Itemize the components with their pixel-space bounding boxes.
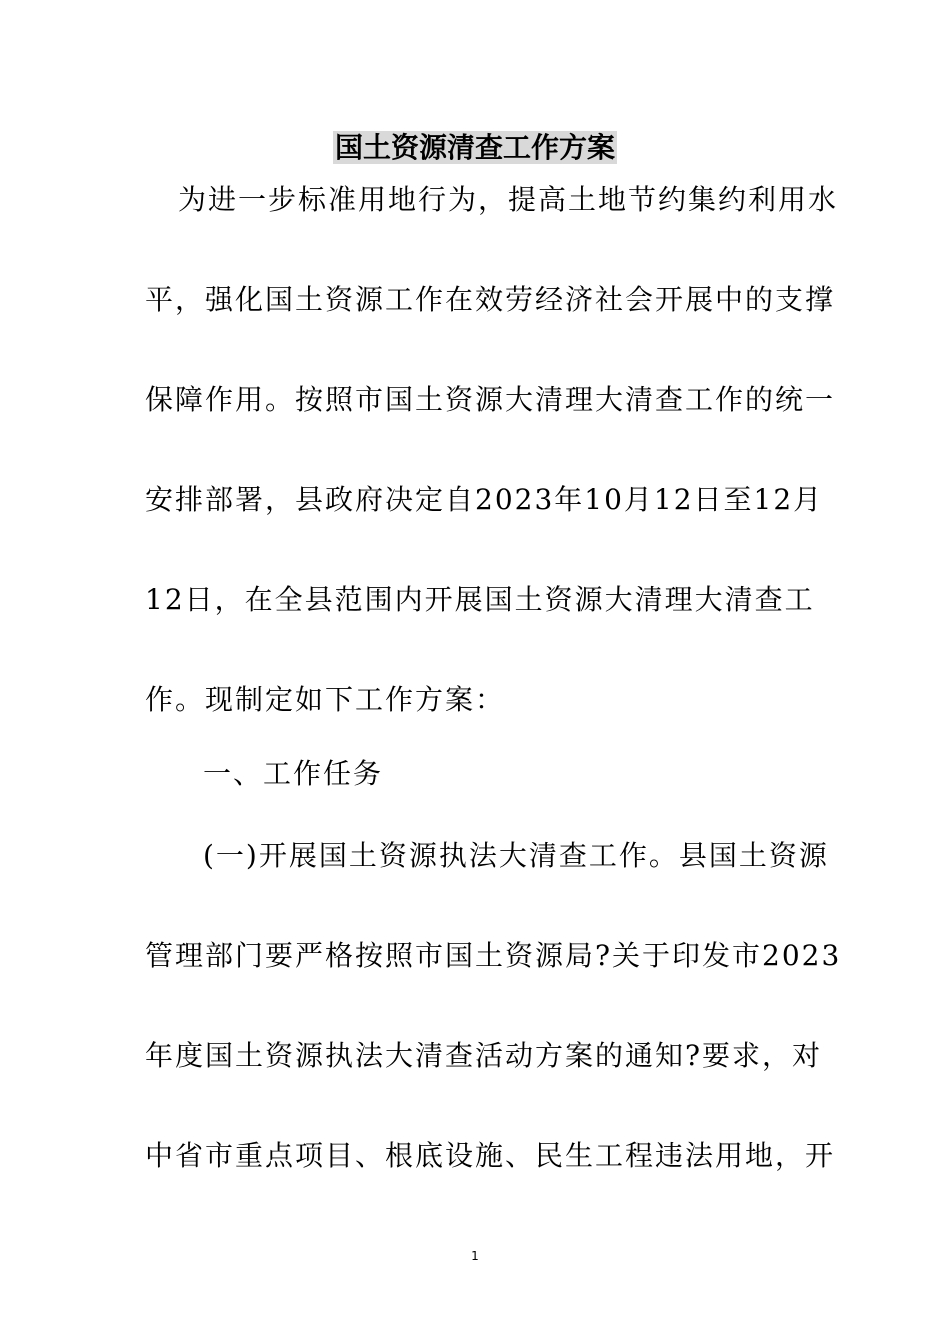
page-number: 1 bbox=[471, 1249, 479, 1263]
paragraph-line: 管理部门要严格按照市国土资源局?关于印发市2023 bbox=[145, 939, 842, 972]
paragraph-line: 12日，在全县范围内开展国土资源大清理大清查工 bbox=[145, 583, 815, 616]
paragraph-line: 年度国土资源执法大清查活动方案的通知?要求，对 bbox=[145, 1039, 823, 1072]
section-heading: 一、工作任务 bbox=[203, 757, 384, 790]
paragraph-line: (一)开展国土资源执法大清查工作。县国土资源 bbox=[203, 839, 829, 872]
paragraph-line: 为进一步标准用地行为，提高土地节约集约利用水 bbox=[178, 183, 839, 216]
document-title bbox=[0, 128, 950, 168]
paragraph-line: 作。现制定如下工作方案： bbox=[145, 683, 506, 716]
paragraph-line: 中省市重点项目、根底设施、民生工程违法用地，开 bbox=[145, 1139, 836, 1172]
document-title-text: 国土资源清查工作方案 bbox=[334, 131, 615, 164]
paragraph-line: 平，强化国土资源工作在效劳经济社会开展中的支撑 bbox=[145, 283, 836, 316]
paragraph-line: 保障作用。按照市国土资源大清理大清查工作的统一 bbox=[145, 383, 836, 416]
paragraph-line: 安排部署，县政府决定自2023年10月12日至12月 bbox=[145, 483, 824, 516]
